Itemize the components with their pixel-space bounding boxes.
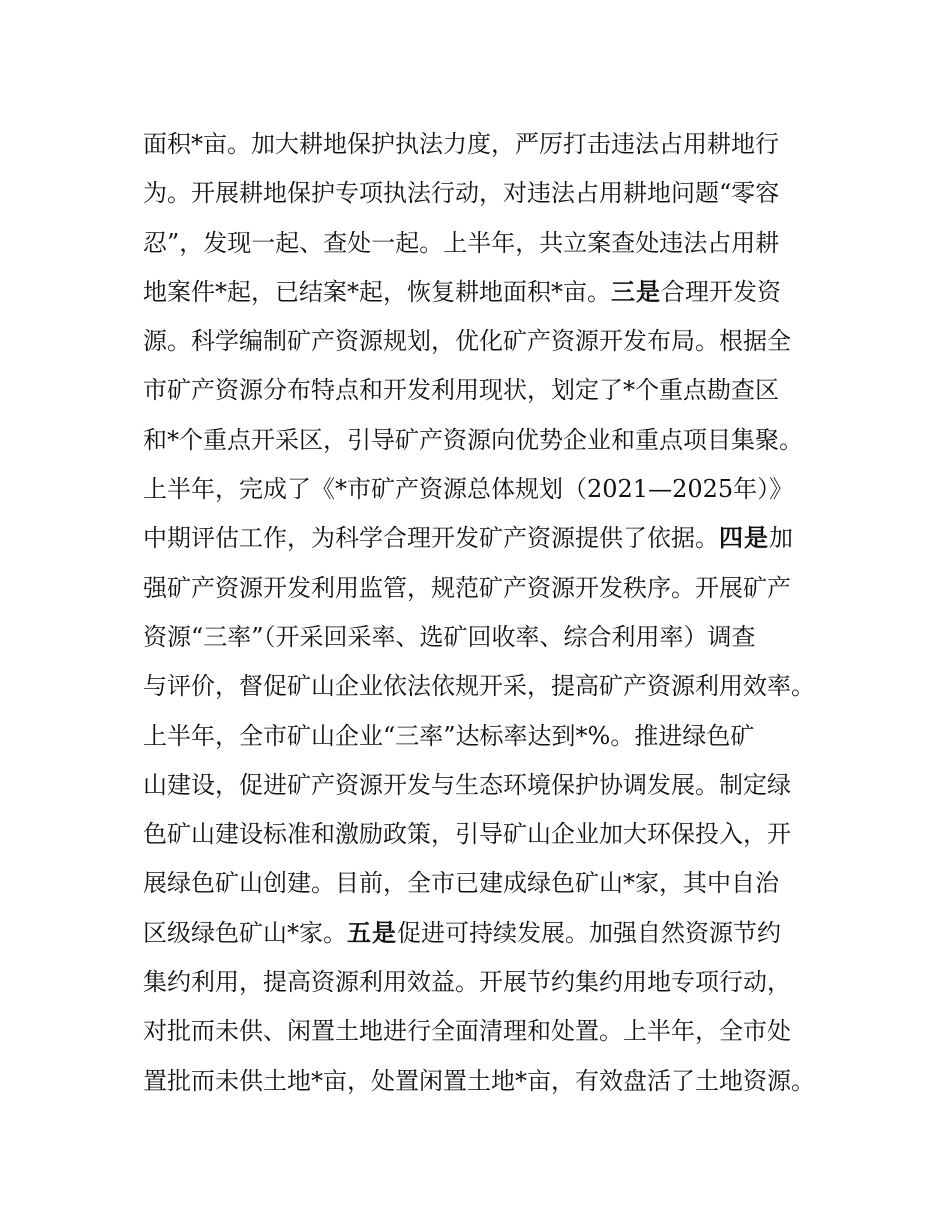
text-segment: 山建设，促进矿产资源开发与生态环境保护协调发展。制定绿 <box>143 770 791 799</box>
text-line <box>143 765 843 814</box>
text-segment: 与评价，督促矿山企业依法依规开采，提高矿产资源利用效率。 <box>143 672 815 701</box>
text-segment: 置批而未供土地*亩，处置闲置土地*亩，有效盘活了土地资源。 <box>143 1066 815 1095</box>
text-line <box>143 863 843 912</box>
text-line <box>143 716 843 765</box>
text-segment: 合理开发资 <box>661 277 781 306</box>
text-line <box>143 124 843 173</box>
text-line <box>143 321 843 370</box>
text-segment: 忍”，发现一起、查处一起。上半年，共立案查处违法占用耕 <box>143 228 780 257</box>
text-line <box>143 370 843 419</box>
text-line <box>143 223 843 272</box>
text-segment: 和*个重点开采区，引导矿产资源向优势企业和重点项目集聚。 <box>143 425 803 454</box>
text-line <box>143 518 843 567</box>
text-line <box>143 272 843 321</box>
text-line <box>143 617 843 666</box>
text-segment: 为。开展耕地保护专项执法行动，对违法占用耕地问题“零容 <box>143 179 780 208</box>
text-line <box>143 173 843 222</box>
text-segment: 上半年，完成了《*市矿产资源总体规划（2021—2025年）》 <box>143 475 794 504</box>
text-line <box>143 814 843 863</box>
text-segment: 面积*亩。加大耕地保护执法力度，严厉打击违法占用耕地行 <box>143 130 779 158</box>
body-text <box>143 124 843 1110</box>
text-segment: 上半年，全市矿山企业“三率”达标率达到*%。推进绿色矿 <box>143 721 755 750</box>
text-segment: 资源“三率”（开采回采率、选矿回收率、综合利用率）调查 <box>143 622 756 651</box>
text-line <box>143 568 843 617</box>
emphasis-marker: 三是 <box>611 277 661 306</box>
text-segment: 地案件*起，已结案*起，恢复耕地面积*亩。 <box>143 277 611 306</box>
text-segment: 强矿产资源开发利用监管，规范矿产资源开发秩序。开展矿产 <box>143 573 791 602</box>
text-segment: 市矿产资源分布特点和开发利用现状，划定了*个重点勘查区 <box>143 376 779 405</box>
text-segment: 展绿色矿山创建。目前，全市已建成绿色矿山*家，其中自治 <box>143 869 779 898</box>
text-line <box>143 666 843 715</box>
text-segment: 对批而未供、闲置土地进行全面清理和处置。上半年，全市处 <box>143 1017 791 1046</box>
text-segment: 集约利用，提高资源利用效益。开展节约集约用地专项行动， <box>143 968 791 997</box>
emphasis-marker: 五是 <box>347 918 397 947</box>
text-segment: 中期评估工作，为科学合理开发矿产资源提供了依据。 <box>143 524 719 553</box>
text-line <box>143 420 843 469</box>
text-line <box>143 1011 843 1060</box>
text-segment: 促进可持续发展。加强自然资源节约 <box>397 918 781 947</box>
text-segment: 色矿山建设标准和激励政策，引导矿山企业加大环保投入，开 <box>143 820 791 849</box>
text-line <box>143 1061 843 1110</box>
text-segment: 源。科学编制矿产资源规划，优化矿产资源开发布局。根据全 <box>143 327 791 356</box>
text-segment: 加 <box>769 524 793 553</box>
text-line <box>143 962 843 1011</box>
text-segment: 区级绿色矿山*家。 <box>143 918 347 947</box>
emphasis-marker: 四是 <box>719 524 769 553</box>
text-line <box>143 469 843 518</box>
text-line <box>143 913 843 962</box>
